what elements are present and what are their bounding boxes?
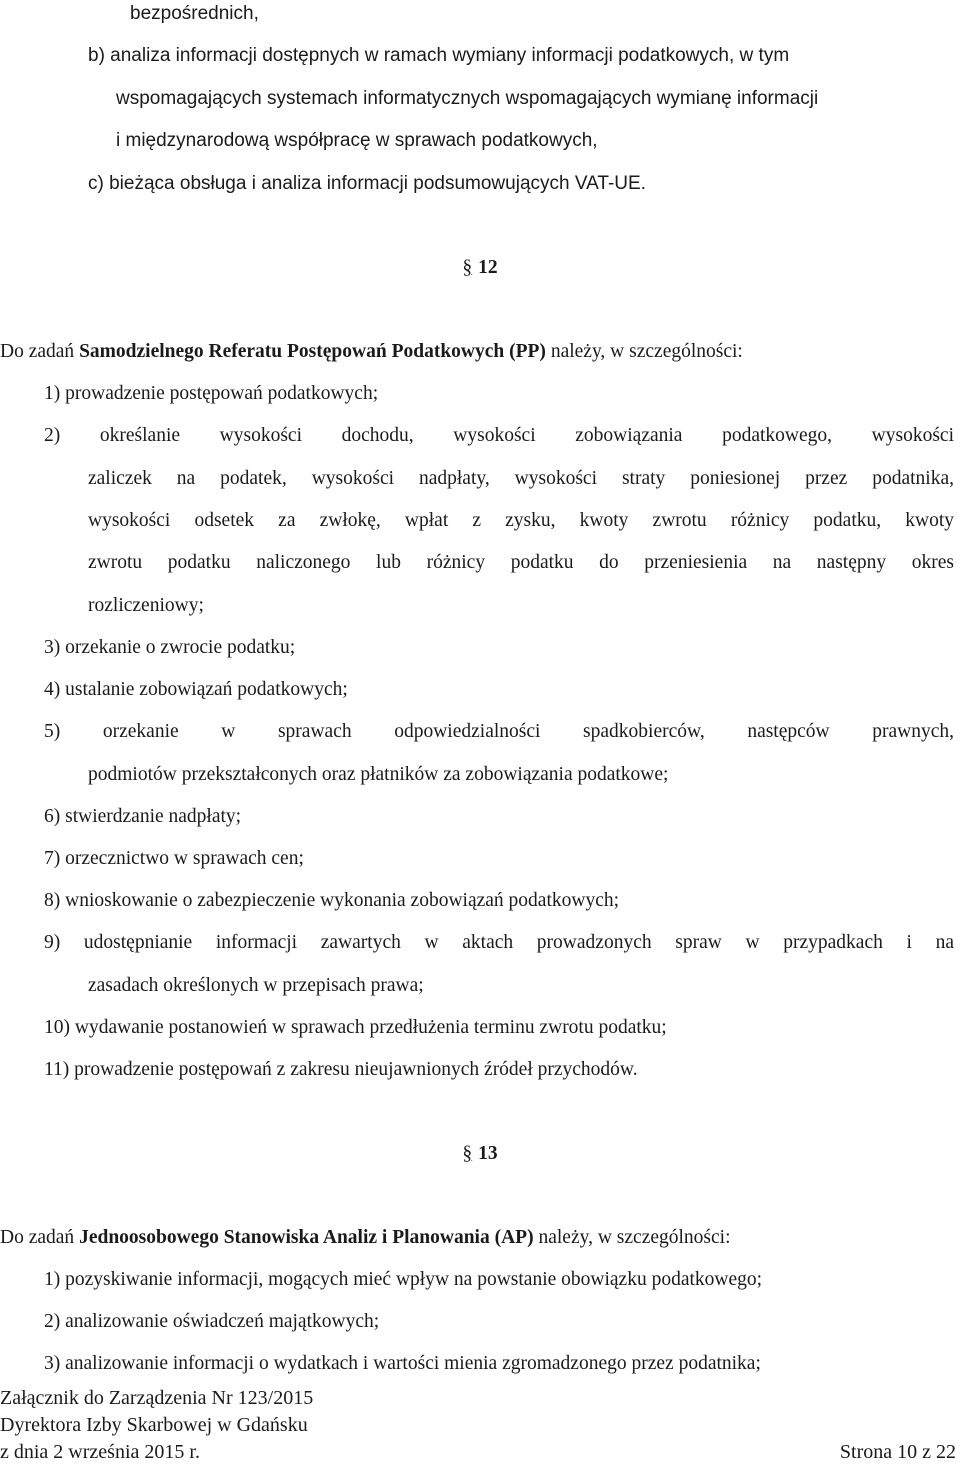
list-item: 11) prowadzenie postępowań z zakresu nieujawnionych źródeł przychodów. xyxy=(44,1059,638,1080)
list-item-continuation: zwrotu podatku naliczonego lub różnicy podatku do przeniesienia na następny okres xyxy=(88,552,954,573)
list-item: 10) wydawanie postanowień w sprawach przedłużenia terminu zwrotu podatku; xyxy=(44,1017,667,1038)
paragraph-sign: § xyxy=(462,257,473,278)
list-item-b-line2: wspomagających systemach informatycznych wspomagających wymianę informacji xyxy=(116,88,819,109)
list-item-continuation: zasadach określonych w przepisach prawa; xyxy=(88,975,424,996)
unit-name: Jednoosobowego Stanowiska Analiz i Planowania (AP) xyxy=(79,1227,534,1248)
page-number: Strona 10 z 22 xyxy=(839,1441,956,1463)
list-item: 3) orzekanie o zwrocie podatku; xyxy=(44,637,296,658)
list-item-continuation: rozliczeniowy; xyxy=(88,595,204,616)
list-item-c: c) bieżąca obsługa i analiza informacji podsumowujących VAT-UE. xyxy=(88,173,646,194)
list-item: 1) prowadzenie postępowań podatkowych; xyxy=(44,383,379,404)
section-number: 13 xyxy=(478,1143,498,1164)
list-item-b-line3: i międzynarodową współpracę w sprawach podatkowych, xyxy=(116,130,598,151)
footer-date: z dnia 2 września 2015 r. xyxy=(0,1441,200,1463)
intro-suffix: należy, w szczególności: xyxy=(533,1227,731,1248)
list-item: 4) ustalanie zobowiązań podatkowych; xyxy=(44,679,348,700)
list-item: 6) stwierdzanie nadpłaty; xyxy=(44,806,242,827)
text-continuation: bezpośrednich, xyxy=(130,3,259,24)
unit-name: Samodzielnego Referatu Postępowań Podatkowych (PP) xyxy=(79,341,546,362)
section-12-heading xyxy=(0,256,960,280)
footer-attachment: Załącznik do Zarządzenia Nr 123/2015 xyxy=(0,1387,314,1409)
section-13-heading xyxy=(0,1142,960,1166)
list-item: 9) udostępnianie informacji zawartych w aktach prowadzonych spraw w przypadkach i na xyxy=(44,932,954,953)
list-item-continuation: podmiotów przekształconych oraz płatników za zobowiązania podatkowe; xyxy=(88,764,669,785)
list-item-continuation: zaliczek na podatek, wysokości nadpłaty, wysokości straty poniesionej przez podatnika, xyxy=(88,468,954,489)
list-item-b-line1: b) analiza informacji dostępnych w ramach wymiany informacji podatkowych, w tym xyxy=(88,45,790,66)
list-item: 5) orzekanie w sprawach odpowiedzialności spadkobierców, następców prawnych, xyxy=(44,721,954,742)
list-item: 3) analizowanie informacji o wydatkach i wartości mienia zgromadzonego przez podatnika; xyxy=(44,1353,761,1374)
paragraph-sign: § xyxy=(462,1143,473,1164)
list-item: 2) analizowanie oświadczeń majątkowych; xyxy=(44,1311,380,1332)
intro-prefix: Do zadań xyxy=(0,1227,80,1248)
section-12-intro xyxy=(0,340,743,364)
footer-date-row xyxy=(0,1440,958,1464)
intro-suffix: należy, w szczególności: xyxy=(545,341,743,362)
footer-issuer: Dyrektora Izby Skarbowej w Gdańsku xyxy=(0,1414,308,1436)
section-number: 12 xyxy=(478,257,498,278)
list-item-continuation: wysokości odsetek za zwłokę, wpłat z zysku, kwoty zwrotu różnicy podatku, kwoty xyxy=(88,510,954,531)
intro-prefix: Do zadań xyxy=(0,341,80,362)
list-item: 1) pozyskiwanie informacji, mogących mieć wpływ na powstanie obowiązku podatkowego; xyxy=(44,1269,763,1290)
list-item: 7) orzecznictwo w sprawach cen; xyxy=(44,848,304,869)
list-item: 2) określanie wysokości dochodu, wysokości zobowiązania podatkowego, wysokości xyxy=(44,425,954,446)
section-13-intro xyxy=(0,1226,731,1250)
list-item: 8) wnioskowanie o zabezpieczenie wykonania zobowiązań podatkowych; xyxy=(44,890,620,911)
